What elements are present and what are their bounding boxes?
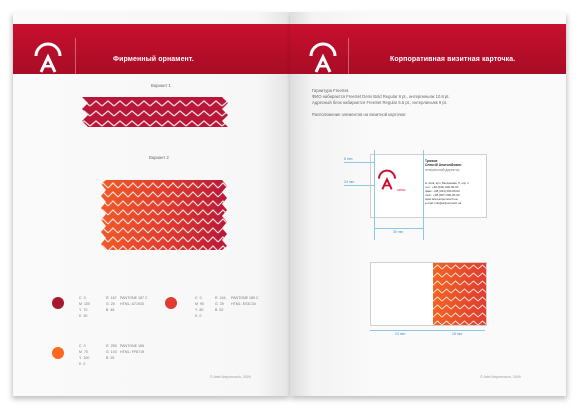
banner-divider — [348, 38, 349, 84]
swatch-red — [165, 297, 177, 309]
layout-line: Расположение элементов на визитной карточке: — [312, 112, 407, 117]
right-page-title: Корпоративная визитная карточка. — [390, 56, 516, 63]
dim-left-margin: 24 mm — [344, 180, 355, 184]
banner-divider — [75, 38, 76, 84]
cmyk-orange: C 0 M 70 Y 100 K 0 — [79, 344, 90, 366]
font-line: Гарнитура FreeSet. — [312, 88, 350, 93]
left-footer: © Artel Artpomosch, 2009 — [210, 375, 251, 379]
guide-mid — [344, 185, 374, 186]
card-position: генеральний директор — [425, 168, 460, 172]
guide-logo-width — [374, 228, 423, 229]
card-name: Трюхов Олексій Анатолійович — [425, 159, 462, 168]
pantone-red: PANTONE 185 C HTML: E03C34 — [231, 296, 259, 306]
business-card-front — [370, 154, 487, 218]
cmyk-dark-red: C 0 M 100 Y 70 K 30 — [79, 296, 90, 318]
guide-top — [344, 162, 374, 163]
rgb-orange: R 255 G 103 B 25 — [106, 344, 117, 360]
cmyk-red: C 0 M 90 Y 80 K 0 — [195, 296, 204, 318]
dim-block-width: 24 mm — [395, 332, 406, 336]
name-line: ФИО набирается FreeSet Demi Bold Regular 8 pt., интерлиньяж 10.8 pt. — [312, 94, 450, 99]
dim-pattern-width: 18 mm — [452, 332, 463, 336]
card-back-pattern — [433, 263, 486, 325]
card-address: м. Київ, вул. Мечникова, 5, оф. 1 тел.: +38 (044) 000-00-00 факс: +38 (044) 000-00-00 mob.: +38 (067) 000-00-00 www.artel-artpomosch.ua e-mail: info@artpomosch.ua — [425, 181, 469, 205]
ornament-variant2 — [98, 172, 228, 254]
rgb-dark-red: R 167 G 25 B 48 — [106, 296, 117, 312]
card-logo-icon — [377, 169, 397, 191]
variant2-label: Вариант 2 — [149, 155, 169, 160]
swatch-dark-red — [52, 297, 64, 309]
right-page — [290, 12, 566, 396]
rgb-red: R 244 G 39 B 52 — [215, 296, 226, 312]
pantone-orange: PANTONE 165 HTML: FF6719 — [120, 344, 145, 354]
dim-logo-width: 30 mm — [393, 230, 404, 234]
right-footer: © Artel Artpomosch, 2009 — [480, 375, 521, 379]
guide-block-width — [370, 330, 432, 331]
card-brand: ARTEL — [397, 188, 406, 192]
left-page — [13, 12, 290, 396]
left-banner — [13, 24, 290, 74]
logo-icon — [308, 42, 338, 74]
guide-vertical-2 — [423, 150, 424, 240]
business-card-back — [370, 262, 487, 326]
address-line: Адресный блок набирается FreeSet Regular 6.5 pt., интерлиньяж 9 pt. — [312, 100, 448, 105]
guide-pattern-width — [432, 330, 485, 331]
pantone-dark-red: PANTONE 187 C HTML: A71930 — [120, 296, 148, 306]
logo-icon — [33, 42, 63, 74]
left-page-title: Фирменный орнамент. — [113, 56, 194, 63]
variant1-label: Вариант 1 — [151, 83, 171, 88]
right-banner — [290, 24, 566, 74]
dim-top-margin: 8 mm — [344, 157, 353, 161]
ornament-variant1 — [78, 89, 232, 133]
swatch-orange — [52, 347, 64, 359]
guide-vertical-1 — [374, 150, 375, 240]
